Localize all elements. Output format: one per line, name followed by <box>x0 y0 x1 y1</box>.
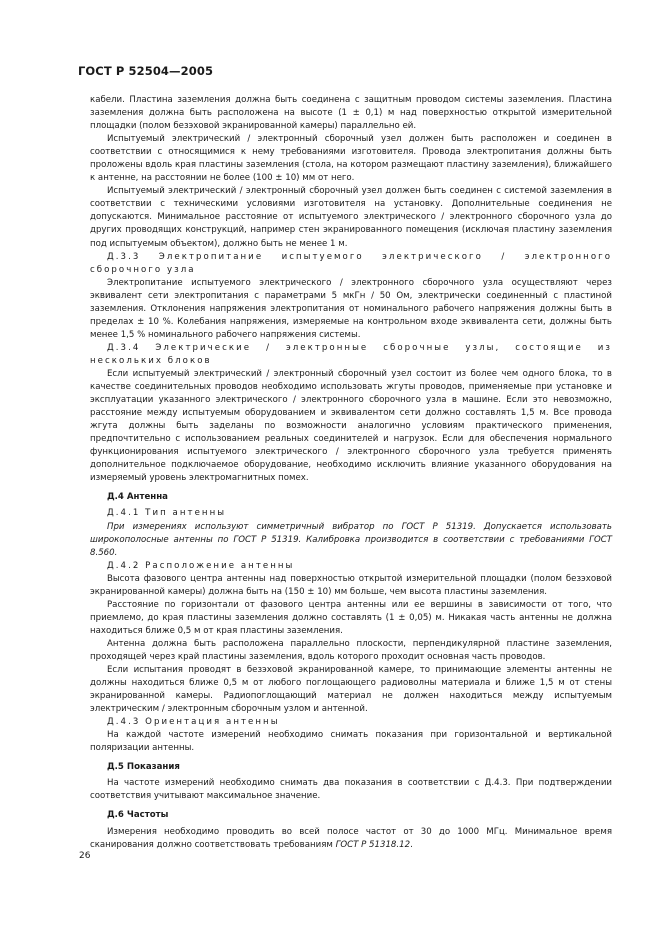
paragraph-text: Д.4.3 Ориентация антенны <box>107 717 280 728</box>
paragraph-text: Д.4.2 Расположение антенны <box>107 560 295 571</box>
paragraph-text: На каждой частоте измерений необходимо снимать показания при горизонтальной и вертикальной поляризации антенны. <box>90 730 612 754</box>
paragraph <box>90 777 612 803</box>
paragraph <box>90 826 612 852</box>
paragraph-text: Д.6 Частоты <box>107 810 169 821</box>
paragraph-text: Д.3.3 Электропитание испытуемого электрического / электронного сборочного узла <box>90 251 612 275</box>
paragraph-text: кабели. Пластина заземления должна быть соединена с защитным проводом системы заземления. Пластина заземления должна быть расположена на высоте (1 ± 0,1) м над поверхностью открытой измерительной площадки (полом безэховой экранированной камеры) параллельно ей. <box>90 95 612 132</box>
subsection-heading <box>90 507 612 520</box>
paragraph-text: Д.4 Антенна <box>107 492 168 503</box>
paragraph-text: Д.5 Показания <box>107 762 180 773</box>
section-heading <box>90 491 612 504</box>
paragraph-text: Электропитание испытуемого электрического / электронного сборочного узла осуществляют через эквивалент сети электропитания с параметрами 5 мкГн / 50 Ом, электрически соединенный с пластиной заземления. Отклонения напряжения электропитания от номинального рабочего напряжения должны быть в пределах ± 10 %. Колебания напряжения, измеряемые на контрольном входе эквивалента сети, должны быть менее 1,5 % номинального рабочего напряжения системы. <box>90 277 612 340</box>
subsection-heading <box>90 716 612 729</box>
document-header: ГОСТ Р 52504—2005 <box>78 64 214 78</box>
subsection-heading <box>90 251 612 277</box>
paragraph-text: Испытуемый электрический / электронный сборочный узел должен быть расположен и соединен в соответствии с относящимися к нему требованиями изготовителя. Провода электропитания должны быть проложены вдоль края пластины заземления (стола, на котором размещают пластину заземления), ближайшего к антенне, на расстоянии не более (100 ± 10) мм от него. <box>90 134 612 184</box>
paragraph <box>90 185 612 250</box>
paragraph <box>90 599 612 638</box>
paragraph-text: Д.4.1 Тип антенны <box>107 508 227 519</box>
paragraph <box>90 277 612 342</box>
italic-paragraph <box>90 521 612 560</box>
section-heading <box>90 761 612 774</box>
paragraph-text: На частоте измерений необходимо снимать два показания в соответствии с Д.4.3. При подтверждении соответствия учитывают максимальное значение. <box>90 778 612 802</box>
paragraph-text: Испытуемый электрический / электронный сборочный узел должен быть соединен с системой заземления в соответствии с техническими условиями изготовителя на установку. Дополнительные соединения не допускаются. Минимальное расстояние от испытуемого электрического / электронного сборочного узла до других проводящих конструкций, например стен экранированного помещения (исключая пластину заземления под испытуемым объектом), должно быть не менее 1 м. <box>90 186 612 249</box>
paragraph-text: Если испытания проводят в безэховой экранированной камере, то принимающие элементы антенны не должны находиться ближе 0,5 м от любого поглощающего радиоволны материала и ближе 1,5 м от стены экранированной камеры. Радиопоглощающий материал не должен находиться между испытуемым электрическим / электронным сборочным узлом и антенной. <box>90 665 612 715</box>
subsection-heading <box>90 560 612 573</box>
section-heading <box>90 809 612 822</box>
paragraph-text: Если испытуемый электрический / электронный сборочный узел состоит из более чем одного блока, то в качестве соединительных проводов необходимо использовать жгуты проводов, применяемые при установке и эксплуатации указанного электрического / электронного сборочного узла в машине. Если это невозможно, расстояние между испытуемым оборудованием и эквивалентом сети должно составлять 1,5 м. Все провода жгута должны быть заделаны по возможности аналогично условиям практического применения, предпочтительно с использованием реальных соединителей и нагрузок. Если для обеспечения нормального функционирования испытуемого электрического / электронного сборочного узла требуется применять дополнительное подключаемое оборудование, необходимо исключить влияние указанного оборудования на измеряемый уровень электромагнитных помех. <box>90 368 612 484</box>
paragraph-text: Д.3.4 Электрические / электронные сборочные узлы, состоящие из нескольких блоков <box>90 342 612 366</box>
paragraph-tail: . <box>410 839 413 850</box>
paragraph <box>90 133 612 185</box>
subsection-heading <box>90 342 612 368</box>
paragraph-text: При измерениях используют симметричный вибратор по ГОСТ Р 51319. Допускается использовать широкополосные антенны по ГОСТ Р 51319. Калибровка производится в соответствии с требованиями ГОСТ 8.560. <box>90 521 612 558</box>
paragraph <box>90 573 612 599</box>
document-body <box>90 94 612 852</box>
paragraph-text: Измерения необходимо проводить во всей полосе частот от 30 до 1000 МГц. Минимальное время сканирования должно соответствовать требованиям <box>90 826 612 850</box>
paragraph-text: Антенна должна быть расположена параллельно плоскости, перпендикулярной пластине заземления, проходящей через край пластины заземления, вдоль которого проходит основная часть проводов. <box>90 638 612 662</box>
paragraph <box>90 664 612 716</box>
paragraph <box>90 729 612 755</box>
paragraph <box>90 94 612 133</box>
page-number: 26 <box>79 851 91 861</box>
paragraph-text: Расстояние по горизонтали от фазового центра антенны или ее вершины в зависимости от того, что приемлемо, до края пластины заземления должно составлять (1 ± 0,05) м. Никакая часть антенны не должна находиться ближе 0,5 м от края пластины заземления. <box>90 599 612 636</box>
standard-reference: ГОСТ Р 51318.12 <box>335 839 411 850</box>
paragraph <box>90 638 612 664</box>
paragraph-text: Высота фазового центра антенны над поверхностью открытой измерительной площадки (полом безэховой экранированной камеры) должна быть на (150 ± 10) мм больше, чем высота пластины заземления. <box>90 573 612 597</box>
paragraph <box>90 368 612 485</box>
